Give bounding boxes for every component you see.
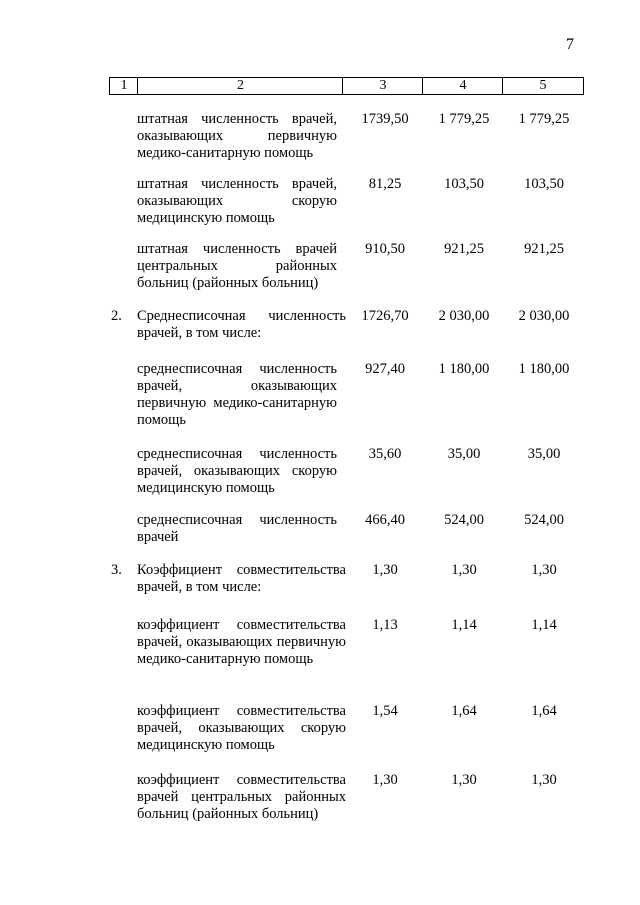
value-col-5: 1,30 xyxy=(531,772,557,788)
row-label: среднесписочная численность врачей xyxy=(137,512,337,545)
value-col-3: 1726,70 xyxy=(361,308,409,324)
value-col-4: 1,30 xyxy=(451,562,477,578)
value-col-5: 103,50 xyxy=(524,176,564,192)
header-col-2: 2 xyxy=(137,77,343,95)
value-col-5: 1,30 xyxy=(531,562,557,578)
value-col-5: 1 180,00 xyxy=(518,361,570,377)
value-col-5: 1 779,25 xyxy=(518,111,570,127)
value-col-4: 2 030,00 xyxy=(438,308,490,324)
value-col-3: 1,30 xyxy=(372,562,398,578)
row-label: коэффициент совместительства врачей, оказывающих скорую медицинскую помощь xyxy=(137,703,346,753)
value-col-4: 921,25 xyxy=(444,241,484,257)
value-col-4: 1 180,00 xyxy=(438,361,490,377)
table-header xyxy=(109,77,583,95)
row-number: 2. xyxy=(111,308,122,324)
row-label: Среднесписочная численность врачей, в том числе: xyxy=(137,308,346,341)
value-col-3: 927,40 xyxy=(365,361,405,377)
value-col-3: 910,50 xyxy=(365,241,405,257)
value-col-5: 1,14 xyxy=(531,617,557,633)
value-col-3: 81,25 xyxy=(368,176,402,192)
value-col-3: 1,54 xyxy=(372,703,398,719)
row-label: коэффициент совместительства врачей, оказывающих первичную медико-санитарную помощь xyxy=(137,617,346,667)
value-col-3: 1,30 xyxy=(372,772,398,788)
value-col-5: 921,25 xyxy=(524,241,564,257)
value-col-4: 1,14 xyxy=(451,617,477,633)
row-label: среднесписочная численность врачей, оказывающих скорую медицинскую помощь xyxy=(137,446,337,496)
value-col-4: 35,00 xyxy=(447,446,481,462)
value-col-4: 524,00 xyxy=(444,512,484,528)
value-col-5: 2 030,00 xyxy=(518,308,570,324)
row-label: штатная численность врачей, оказывающих скорую медицинскую помощь xyxy=(137,176,337,226)
row-label: штатная численность врачей, оказывающих первичную медико-санитарную помощь xyxy=(137,111,337,161)
value-col-5: 35,00 xyxy=(527,446,561,462)
value-col-4: 1,30 xyxy=(451,772,477,788)
row-number: 3. xyxy=(111,562,122,578)
value-col-3: 35,60 xyxy=(368,446,402,462)
value-col-3: 466,40 xyxy=(365,512,405,528)
header-col-1: 1 xyxy=(109,77,138,95)
value-col-5: 524,00 xyxy=(524,512,564,528)
value-col-3: 1,13 xyxy=(372,617,398,633)
value-col-4: 103,50 xyxy=(444,176,484,192)
row-label: Коэффициент совместительства врачей, в том числе: xyxy=(137,562,346,595)
header-col-4: 4 xyxy=(422,77,503,95)
value-col-4: 1,64 xyxy=(451,703,477,719)
header-col-5: 5 xyxy=(502,77,584,95)
row-label: коэффициент совместительства врачей центральных районных больниц (районных больниц) xyxy=(137,772,346,822)
row-label: штатная численность врачей центральных районных больниц (районных больниц) xyxy=(137,241,337,291)
header-col-3: 3 xyxy=(342,77,423,95)
value-col-5: 1,64 xyxy=(531,703,557,719)
value-col-4: 1 779,25 xyxy=(438,111,490,127)
page-number: 7 xyxy=(566,36,574,53)
row-label: среднесписочная численность врачей, оказывающих первичную медико-санитарную помощь xyxy=(137,361,337,428)
value-col-3: 1739,50 xyxy=(361,111,409,127)
